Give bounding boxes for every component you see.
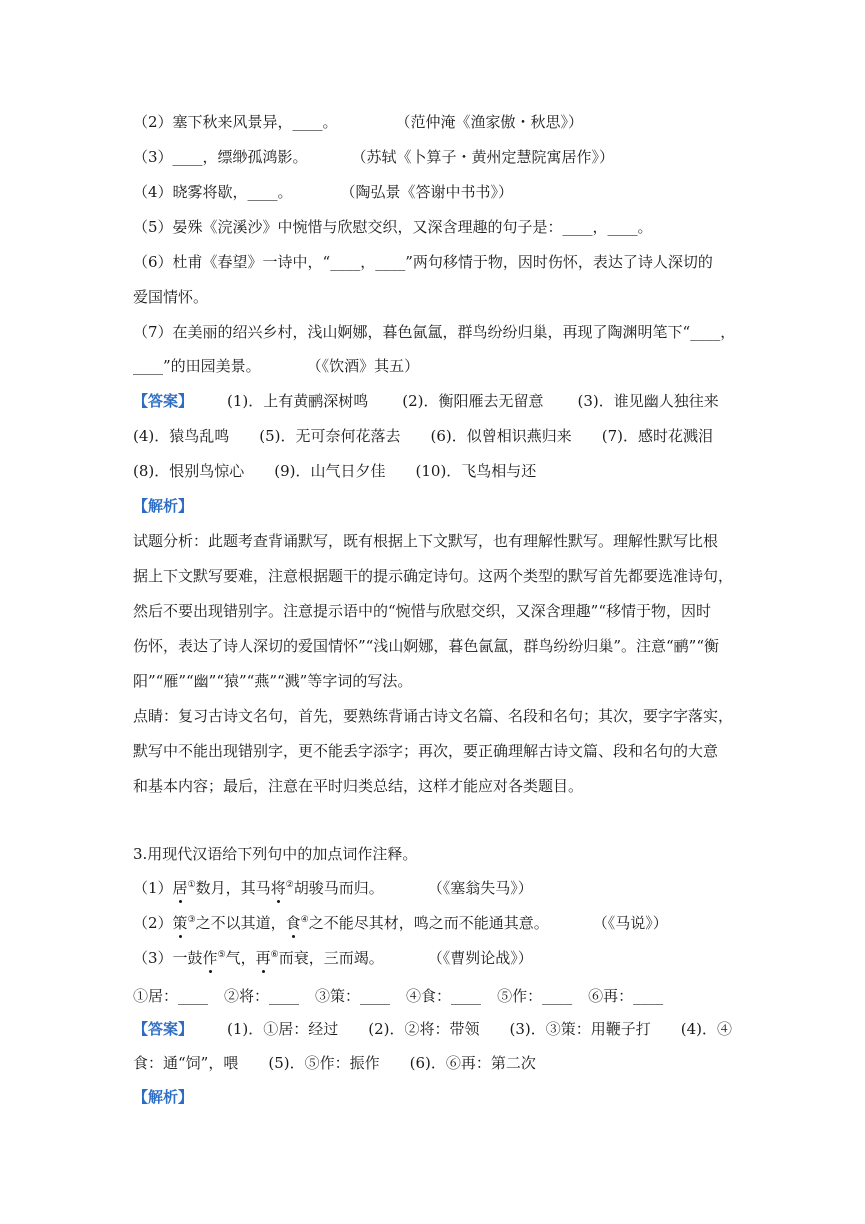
answer-item: (9)．山气日夕佳 bbox=[274, 462, 386, 480]
answer-item: (4)．猿鸟乱鸣 bbox=[133, 427, 230, 445]
q3-analysis-heading bbox=[133, 1087, 193, 1107]
tips-line: 默写中不能出现错别字，更不能丢字添字；再次，要正确理解古诗文篇、段和名句的大意 bbox=[133, 742, 719, 760]
answer-item: (6)．⑥再：第二次 bbox=[409, 1054, 536, 1072]
answer-label: 【答案】 bbox=[133, 1020, 194, 1038]
q3-answer-row-1 bbox=[133, 1019, 732, 1039]
footnote-marker: ⑥ bbox=[270, 950, 279, 960]
q2-source: （范仲淹《渔家傲・秋思》） bbox=[395, 113, 584, 131]
answer-item: (1)．上有黄鹂深树鸣 bbox=[227, 392, 369, 410]
blank-item: ⑥再：____ bbox=[588, 987, 664, 1005]
answer-row-1 bbox=[133, 391, 719, 411]
footnote-marker: ⑤ bbox=[217, 950, 226, 960]
sentence-text: 之不能尽其材，鸣之而不能通其意。 bbox=[308, 914, 549, 932]
answer-row-3 bbox=[133, 461, 536, 481]
blank-item: ⑤作：____ bbox=[497, 987, 573, 1005]
analysis-line: 伤怀，表达了诗人深切的爱国情怀”“浅山婀娜，暮色氤氲，群鸟纷纷归巢”。注意“鹂”“衡 bbox=[133, 637, 720, 655]
q2-item-7 bbox=[133, 322, 735, 342]
sentence-text: 胡骏马而归。 bbox=[293, 879, 384, 897]
analysis-line: 据上下文默写要难，注意根据题干的提示确定诗句。这两个类型的默写首先都要选准诗句， bbox=[133, 567, 734, 585]
answer-item: (1)．①居：经过 bbox=[227, 1020, 339, 1038]
question-3-title: 3.用现代汉语给下列句中的加点词作注释。 bbox=[133, 845, 418, 863]
tips-line: 和基本内容；最后，注意在平时归类总结，这样才能应对各类题目。 bbox=[133, 777, 584, 795]
q2-item-4 bbox=[133, 182, 513, 202]
answer-item: 食：通“饲”，喂 bbox=[133, 1054, 239, 1072]
dotted-word: 食 bbox=[285, 914, 301, 932]
dotted-word: 作 bbox=[202, 949, 218, 967]
analysis-line: 然后不要出现错别字。注意提示语中的“惋惜与欣慰交织，又深含理趣”“移情于物，因时 bbox=[133, 602, 712, 620]
q2-line: （3）____，缥缈孤鸿影。 bbox=[133, 148, 308, 166]
q2-line: ____”的田园美景。 bbox=[133, 357, 261, 375]
footnote-marker: ④ bbox=[300, 915, 309, 925]
q2-item-2 bbox=[133, 112, 583, 132]
analysis-line: 试题分析：此题考查背诵默写，既有根据上下文默写，也有理解性默写。理解性默写比根 bbox=[133, 532, 719, 550]
q2-item-6 bbox=[133, 252, 713, 272]
blank-item: ④食：____ bbox=[406, 987, 482, 1005]
sentence-text: （2） bbox=[133, 914, 173, 932]
answer-item: (3)．③策：用鞭子打 bbox=[509, 1020, 651, 1038]
q3-source: （《曹刿论战》） bbox=[427, 949, 533, 967]
q2-line: （6）杜甫《春望》一诗中，“____，____”两句移情于物，因时伤怀，表达了诗人深切的 bbox=[133, 253, 713, 271]
dotted-word: 再 bbox=[255, 949, 271, 967]
blank-item: ①居：____ bbox=[133, 987, 209, 1005]
dotted-word: 居 bbox=[172, 879, 188, 897]
answer-item: (2)．②将：带领 bbox=[368, 1020, 480, 1038]
answer-item: (8)．恨别鸟惊心 bbox=[133, 462, 245, 480]
q3-sentence-3 bbox=[133, 948, 533, 968]
footnote-marker: ① bbox=[187, 880, 196, 890]
answer-item: (3)．谁见幽人独往来 bbox=[577, 392, 719, 410]
q2-item-5 bbox=[133, 217, 653, 237]
q2-source: （陶弘景《答谢中书书》） bbox=[340, 183, 514, 201]
q2-source: （苏轼《卜算子・黄州定慧院寓居作》） bbox=[351, 148, 615, 166]
dotted-word: 策 bbox=[172, 914, 188, 932]
q2-line: （7）在美丽的绍兴乡村，浅山婀娜，暮色氤氲，群鸟纷纷归巢，再现了陶渊明笔下“____， bbox=[133, 323, 736, 341]
footnote-marker: ② bbox=[285, 880, 294, 890]
q3-source: （《塞翁失马》） bbox=[427, 879, 533, 897]
q3-sentence-2 bbox=[133, 913, 668, 933]
answer-item: (2)．衡阳雁去无留意 bbox=[402, 392, 544, 410]
answer-item: (4)．④ bbox=[680, 1020, 733, 1038]
sentence-text: 而衰，三而竭。 bbox=[278, 949, 384, 967]
q2-line: （5）晏殊《浣溪沙》中惋惜与欣慰交织，又深含理趣的句子是：____，____。 bbox=[133, 218, 653, 236]
q2-item-6-cont bbox=[133, 287, 208, 307]
sentence-text: 气， bbox=[225, 949, 256, 967]
analysis-label: 【解析】 bbox=[133, 497, 194, 515]
sentence-text: （3）一鼓 bbox=[133, 949, 203, 967]
q3-sentence-1 bbox=[133, 878, 533, 898]
blank-item: ②将：____ bbox=[224, 987, 300, 1005]
q2-line: （4）晓雾将歇，____。 bbox=[133, 183, 293, 201]
answer-item: (5)．无可奈何花落去 bbox=[259, 427, 401, 445]
answer-item: (5)．⑤作：振作 bbox=[268, 1054, 380, 1072]
sentence-text: （1） bbox=[133, 879, 173, 897]
q2-source: （《饮酒》其五） bbox=[306, 357, 420, 375]
q2-item-7-cont bbox=[133, 356, 419, 376]
q3-answer-row-2 bbox=[133, 1053, 536, 1073]
q2-line: 爱国情怀。 bbox=[133, 288, 209, 306]
dotted-word: 将 bbox=[270, 879, 286, 897]
analysis-heading bbox=[133, 496, 193, 516]
sentence-text: 之不以其道， bbox=[195, 914, 286, 932]
answer-item: (7)．感时花溅泪 bbox=[601, 427, 713, 445]
tips-line: 点睛：复习古诗文名句，首先，要熟练背诵古诗文名篇、名段和名句；其次，要字字落实， bbox=[133, 707, 734, 725]
analysis-label: 【解析】 bbox=[133, 1088, 194, 1106]
q3-source: （《马说》） bbox=[592, 914, 668, 932]
footnote-marker: ③ bbox=[187, 915, 196, 925]
sentence-text: 数月，其马 bbox=[195, 879, 271, 897]
answer-item: (6)．似曾相识燕归来 bbox=[430, 427, 572, 445]
answer-row-2 bbox=[133, 426, 713, 446]
q2-line: （2）塞下秋来风景异，____。 bbox=[133, 113, 338, 131]
answer-item: (10)．飞鸟相与还 bbox=[415, 462, 537, 480]
answer-label: 【答案】 bbox=[133, 392, 194, 410]
blank-item: ③策：____ bbox=[315, 987, 391, 1005]
q3-blanks bbox=[133, 986, 663, 1006]
analysis-line: 阳”“雁”“幽”“猿”“燕”“溅”等字词的写法。 bbox=[133, 672, 413, 690]
q2-item-3 bbox=[133, 147, 614, 167]
